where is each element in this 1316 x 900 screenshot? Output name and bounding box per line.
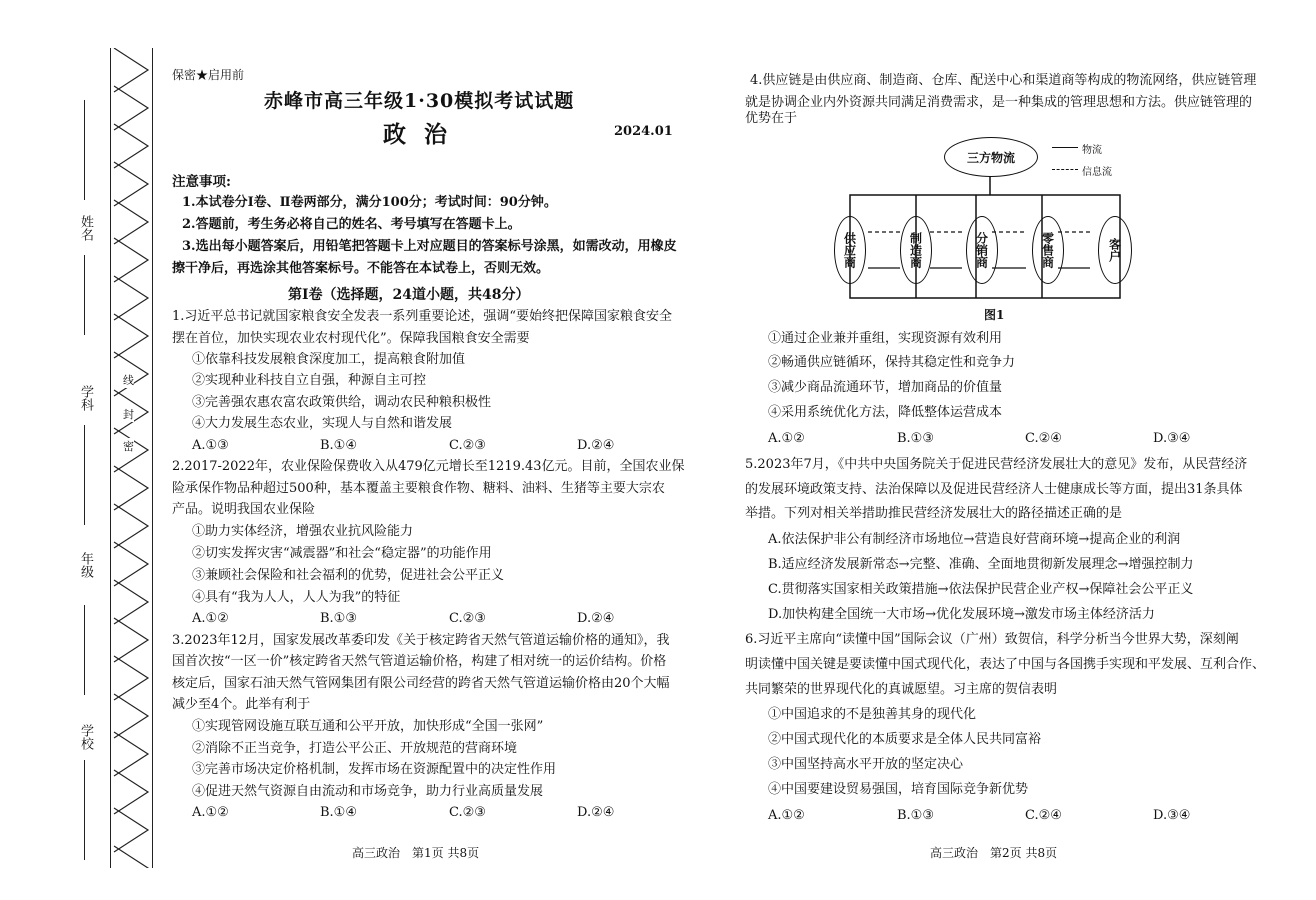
q5-option-a: A.依法保护非公有制经济市场地位→营造良好营商环境→提高企业的利润 (768, 532, 1181, 547)
q2-stem-2: 险承保作物品种超过500种，基本覆盖主要粮食作物、糖料、油料、生猪等主要大宗农 (172, 481, 665, 496)
legend-material-label: 物流 (1082, 145, 1102, 156)
q2-item-3: ③兼顾社会保险和社会福利的优势，促进社会公平正义 (192, 568, 505, 583)
q5-option-c: C.贯彻落实国家相关政策措施→依法保护民营企业产权→保障社会公平正义 (768, 582, 1194, 597)
q6-item-4: ④中国要建设贸易强国，培育国际竞争新优势 (768, 782, 1029, 797)
q3-item-2: ②消除不正当竞争，打造公平公正、开放规范的营商环境 (192, 741, 518, 756)
section-heading: 第Ⅰ卷（选择题，24道小题，共48分） (288, 287, 530, 303)
q4-item-1: ①通过企业兼并重组，实现资源有效利用 (768, 331, 1003, 346)
q3-option-d: D.②④ (577, 805, 615, 820)
q4-option-c: C.②④ (1025, 431, 1062, 446)
q6-item-1: ①中国追求的不是独善其身的现代化 (768, 707, 977, 722)
q1-option-c: C.②③ (449, 438, 486, 453)
subject-label: 学科 (78, 385, 93, 411)
q4-item-4: ④采用系统优化方法，降低整体运营成本 (768, 405, 1003, 420)
q6-option-c: C.②④ (1025, 808, 1062, 823)
q5-stem-3: 举措。下列对相关举措助推民营经济发展壮大的路径描述正确的是 (745, 506, 1123, 521)
q3-stem-2: 国首次按“一区一价”核定跨省天然气管道运输价格，构建了相对统一的运价结构。价格 (172, 654, 667, 669)
q4-stem-2: 就是协调企业内外资源共同满足消费需求，是一种集成的管理思想和方法。供应链管理的 (745, 95, 1253, 110)
q6-stem-2: 明读懂中国关键是要读懂中国式现代化，表达了中国与各国携手实现和平发展、互利合作、 (745, 657, 1266, 672)
q5-stem-1: 5.2023年7月，《中共中央国务院关于促进民营经济发展壮大的意见》发布，从民营经济 (745, 457, 1248, 472)
q1-item-4: ④大力发展生态农业，实现人与自然和谐发展 (192, 416, 453, 431)
grade-label: 年级 (78, 552, 93, 578)
school-line (84, 760, 85, 860)
q2-stem-1: 2.2017-2022年，农业保险保费收入从479亿元增长至1219.43亿元。目前，全国农业保 (172, 459, 685, 474)
subject-title: 政治 (383, 121, 465, 148)
diagram-node-third-party-logistics: 三方物流 (944, 137, 1038, 177)
notice-heading: 注意事项: (172, 174, 231, 190)
figure-caption: 图1 (984, 308, 1005, 322)
diagram-node-manufacturer: 制造商 (900, 216, 932, 284)
q4-option-b: B.①③ (897, 431, 934, 446)
diagram-node-supplier: 供应商 (834, 216, 866, 284)
notice-2: 2.答题前，考生务必将自己的姓名、考号填写在答题卡上。 (182, 217, 521, 232)
seal-char-3: 线 (123, 374, 134, 387)
q3-item-1: ①实现管网设施互联互通和公平开放，加快形成“全国一张网” (192, 719, 544, 734)
q4-stem-3: 优势在于 (745, 111, 798, 126)
q1-item-1: ①依靠科技发展粮食深度加工，提高粮食附加值 (192, 352, 466, 367)
q3-stem-1: 3.2023年12月，国家发展改革委印发《关于核定跨省天然气管道运输价格的通知》，我 (172, 633, 670, 648)
diagram-node-distributor: 分销商 (966, 216, 998, 284)
q6-item-3: ③中国坚持高水平开放的坚定决心 (768, 757, 964, 772)
grade-line (84, 605, 85, 695)
q3-item-3: ③完善市场决定价格机制，发挥市场在资源配置中的决定性作用 (192, 762, 557, 777)
q1-item-2: ②实现种业科技自立自强，种源自主可控 (192, 373, 427, 388)
name-line-lower (84, 255, 85, 335)
binding-line-outer (110, 48, 111, 868)
q2-stem-3: 产品。说明我国农业保险 (172, 502, 316, 517)
q3-stem-4: 减少至4个。此举有利于 (172, 697, 311, 712)
q1-option-a: A.①③ (192, 438, 229, 453)
notice-3-cont: 擦干净后，再选涂其他答案标号。不能答在本试卷上，否则无效。 (172, 261, 550, 276)
q6-item-2: ②中国式现代化的本质要求是全体人民共同富裕 (768, 732, 1042, 747)
diagram-node-retailer: 零售商 (1032, 216, 1064, 284)
q3-item-4: ④促进天然气资源自由流动和市场竞争，助力行业高质量发展 (192, 784, 544, 799)
q4-option-a: A.①② (768, 431, 805, 446)
q3-stem-3: 核定后，国家石油天然气管网集团有限公司经营的跨省天然气管道运输价格由20个大幅 (172, 676, 670, 691)
subject-line (84, 425, 85, 525)
q3-option-c: C.②③ (449, 805, 486, 820)
q1-option-d: D.②④ (577, 438, 615, 453)
name-line (84, 100, 85, 200)
q6-option-a: A.①② (768, 808, 805, 823)
legend-material-line (1052, 147, 1078, 148)
q1-stem-2: 摆在首位，加快实现农业农村现代化”。保障我国粮食安全需要 (172, 331, 530, 346)
binding-chevrons (112, 48, 152, 868)
q5-stem-2: 的发展环境政策支持、法治保障以及促进民营经济人士健康成长等方面，提出31条具体 (745, 482, 1243, 497)
q1-stem-1: 1.习近平总书记就国家粮食安全发表一系列重要论述，强调“要始终把保障国家粮食安全 (172, 309, 673, 324)
q2-option-c: C.②③ (449, 611, 486, 626)
q1-item-3: ③完善强农惠农富农政策供给，调动农民种粮积极性 (192, 395, 492, 410)
left-footer: 高三政治 第1页 共8页 (352, 846, 480, 860)
secret-mark: 保密★启用前 (172, 68, 245, 82)
notice-1: 1.本试卷分Ⅰ卷、Ⅱ卷两部分，满分100分；考试时间：90分钟。 (182, 195, 557, 210)
q2-option-b: B.①③ (320, 611, 357, 626)
q2-item-4: ④具有“我为人人，人人为我”的特征 (192, 590, 401, 605)
q6-option-d: D.③④ (1153, 808, 1191, 823)
notice-3: 3.选出每小题答案后，用铅笔把答题卡上对应题目的答案标号涂黑，如需改动，用橡皮 (182, 239, 677, 254)
q6-option-b: B.①③ (897, 808, 934, 823)
q3-option-b: B.①④ (320, 805, 357, 820)
q2-option-a: A.①② (192, 611, 229, 626)
q4-item-3: ③减少商品流通环节，增加商品的价值量 (768, 380, 1003, 395)
q4-option-d: D.③④ (1153, 431, 1191, 446)
exam-date: 2024.01 (614, 124, 673, 139)
diagram-node-customer: 客户 (1098, 216, 1132, 284)
school-label: 学校 (78, 724, 93, 750)
q2-option-d: D.②④ (577, 611, 615, 626)
q6-stem-3: 共同繁荣的世界现代化的真诚愿望。习主席的贺信表明 (745, 682, 1058, 697)
q3-option-a: A.①② (192, 805, 229, 820)
q5-option-b: B.适应经济发展新常态→完整、准确、全面地贯彻新发展理念→增强控制力 (768, 557, 1194, 572)
exam-title: 赤峰市高三年级1·30模拟考试试题 (264, 90, 575, 112)
binding-line-inner (152, 48, 153, 868)
right-footer: 高三政治 第2页 共8页 (930, 846, 1058, 860)
q1-option-b: B.①④ (320, 438, 357, 453)
q2-item-1: ①助力实体经济，增强农业抗风险能力 (192, 524, 414, 539)
q5-option-d: D.加快构建全国统一大市场→优化发展环境→激发市场主体经济活力 (768, 607, 1155, 622)
legend-info-label: 信息流 (1082, 167, 1112, 178)
seal-char-1: 密 (123, 440, 134, 453)
q2-item-2: ②切实发挥灾害“减震器”和社会“稳定器”的功能作用 (192, 546, 492, 561)
q4-stem-1: 4.供应链是由供应商、制造商、仓库、配送中心和渠道商等构成的物流网络，供应链管理 (750, 73, 1257, 88)
q4-item-2: ②畅通供应链循环，保持其稳定性和竞争力 (768, 355, 1016, 370)
q6-stem-1: 6.习近平主席向“读懂中国”国际会议（广州）致贺信，科学分析当今世界大势，深刻阐 (745, 632, 1239, 647)
seal-char-2: 封 (123, 408, 134, 421)
name-label: 姓名 (78, 215, 93, 241)
